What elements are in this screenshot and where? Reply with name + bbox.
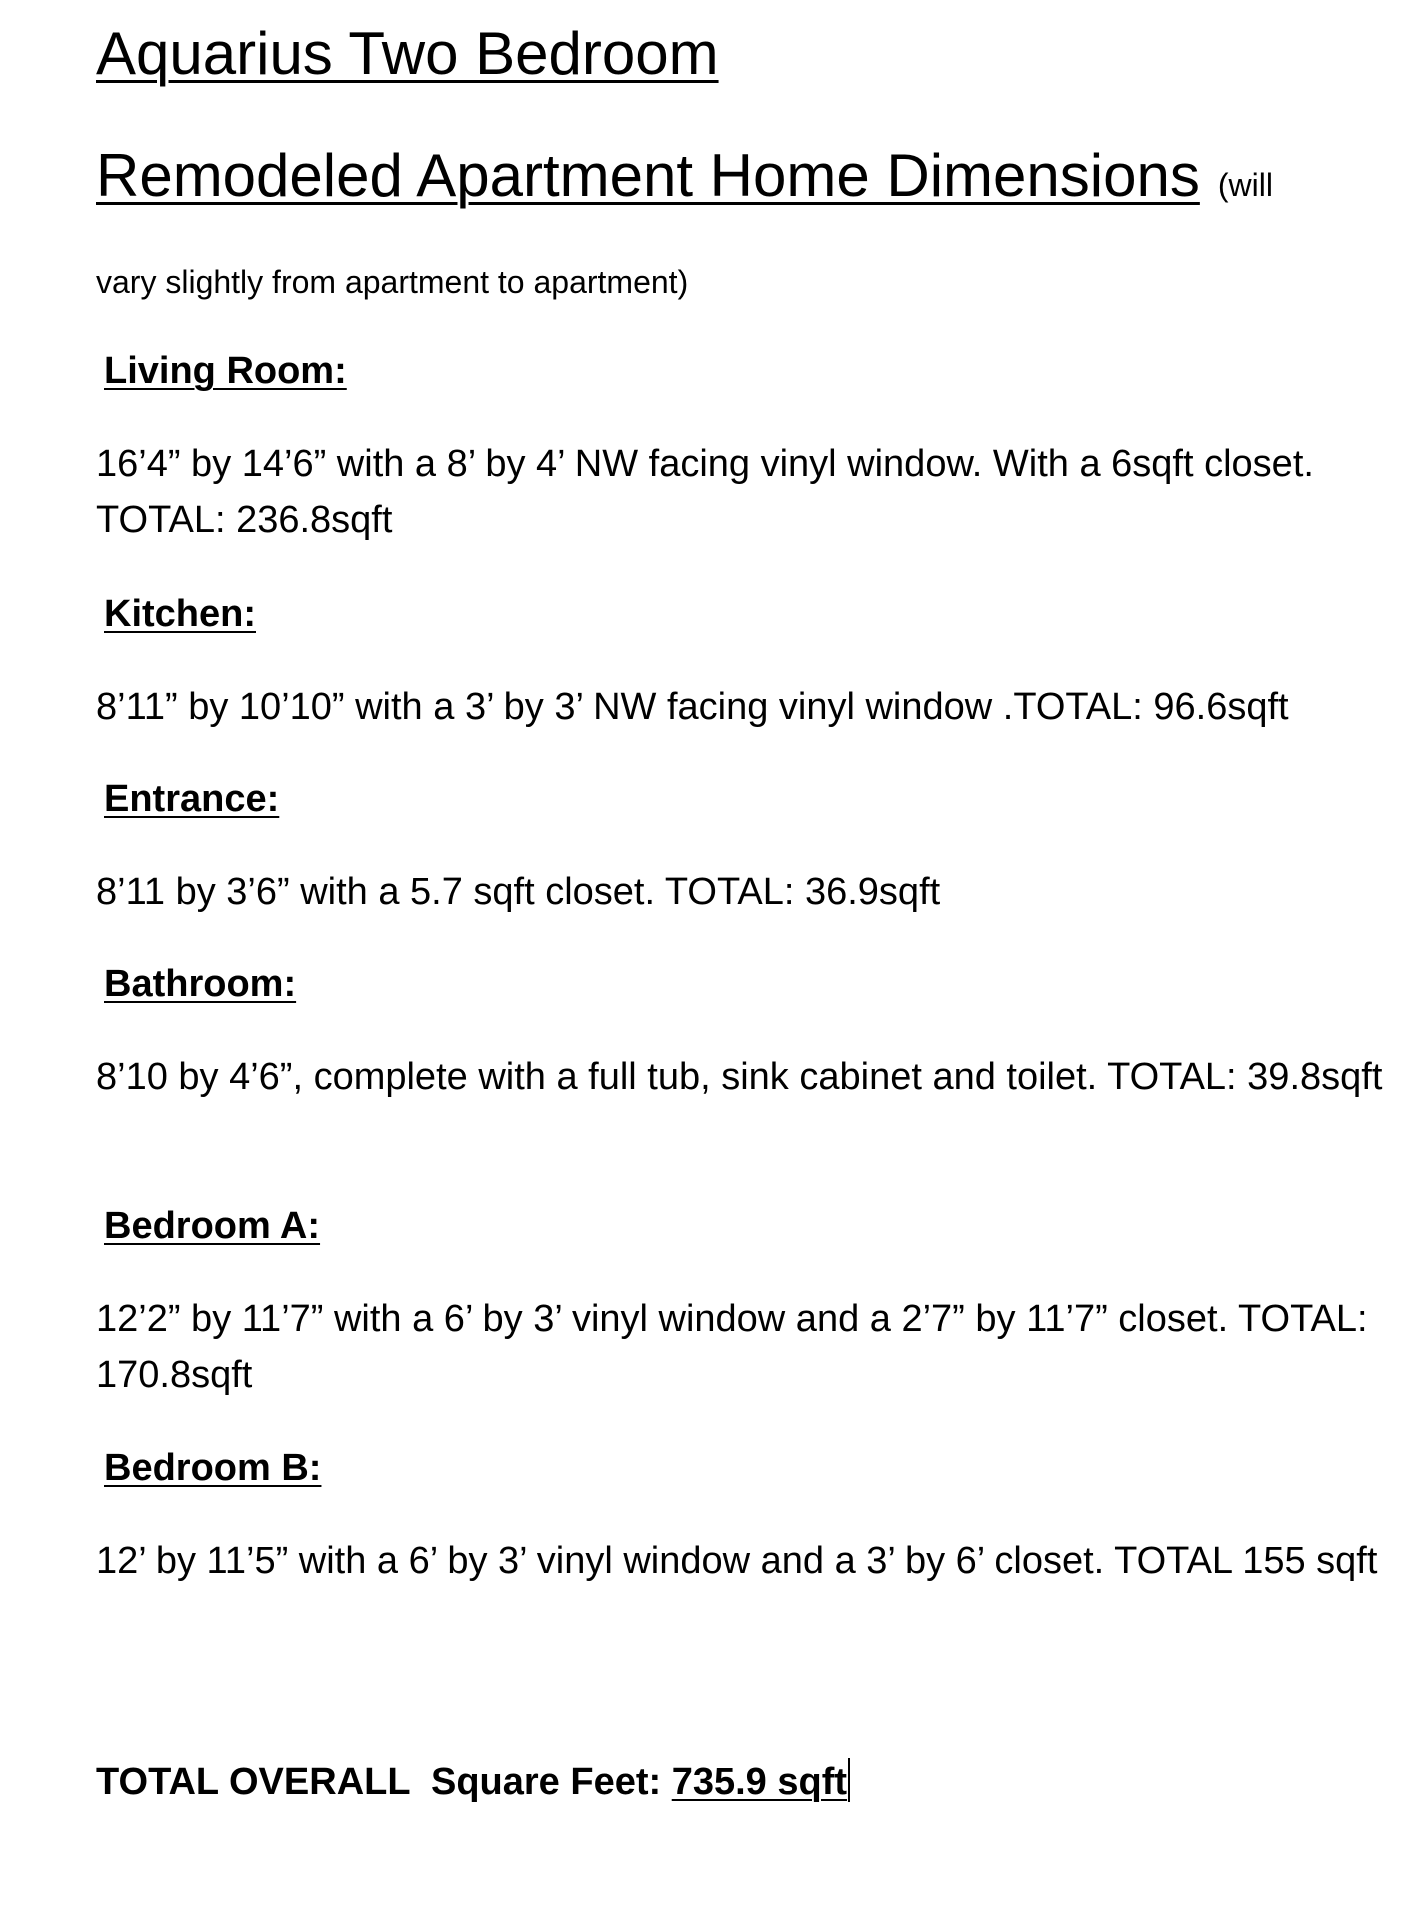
total-overall-label: TOTAL OVERALL Square Feet: (96, 1761, 672, 1803)
section-heading-bedroom-b: Bedroom B: (104, 1447, 322, 1489)
section-heading-entrance: Entrance: (104, 778, 280, 820)
section-body-bathroom: 8’10 by 4’6”, complete with a full tub, sink cabinet and toilet. TOTAL: 39.8sqft (96, 1056, 1383, 1098)
section-heading-bedroom-a: Bedroom A: (104, 1205, 321, 1247)
section-body-living-room: 16’4” by 14’6” with a 8’ by 4’ NW facing vinyl window. With a 6sqft closet. TOTAL: 236.8sqft (96, 443, 1314, 541)
section-body-bedroom-b: 12’ by 11’5” with a 6’ by 3’ vinyl window and a 3’ by 6’ closet. TOTAL 155 sqft (96, 1540, 1378, 1582)
section-heading-living-room: Living Room: (104, 350, 347, 392)
document-title-line-2 (96, 140, 1273, 221)
section-heading-kitchen: Kitchen: (104, 593, 256, 635)
section-body-bedroom-a: 12’2” by 11’7” with a 6’ by 3’ vinyl window and a 2’7” by 11’7” closet. TOTAL: 170.8sqft (96, 1298, 1368, 1396)
section-body-entrance: 8’11 by 3’6” with a 5.7 sqft closet. TOTAL: 36.9sqft (96, 871, 941, 913)
document-title-line-1: Aquarius Two Bedroom (96, 20, 719, 87)
section-heading-bathroom: Bathroom: (104, 963, 297, 1005)
title-note-continued: vary slightly from apartment to apartment) (96, 264, 689, 300)
title-note: (will (1217, 167, 1273, 203)
text-cursor (848, 1758, 850, 1802)
section-body-kitchen: 8’11” by 10’10” with a 3’ by 3’ NW facing vinyl window .TOTAL: 96.6sqft (96, 686, 1289, 728)
document-title-text: Remodeled Apartment Home Dimensions (96, 142, 1200, 209)
total-overall-value: 735.9 sqft (671, 1761, 848, 1803)
total-overall (96, 1754, 850, 1810)
